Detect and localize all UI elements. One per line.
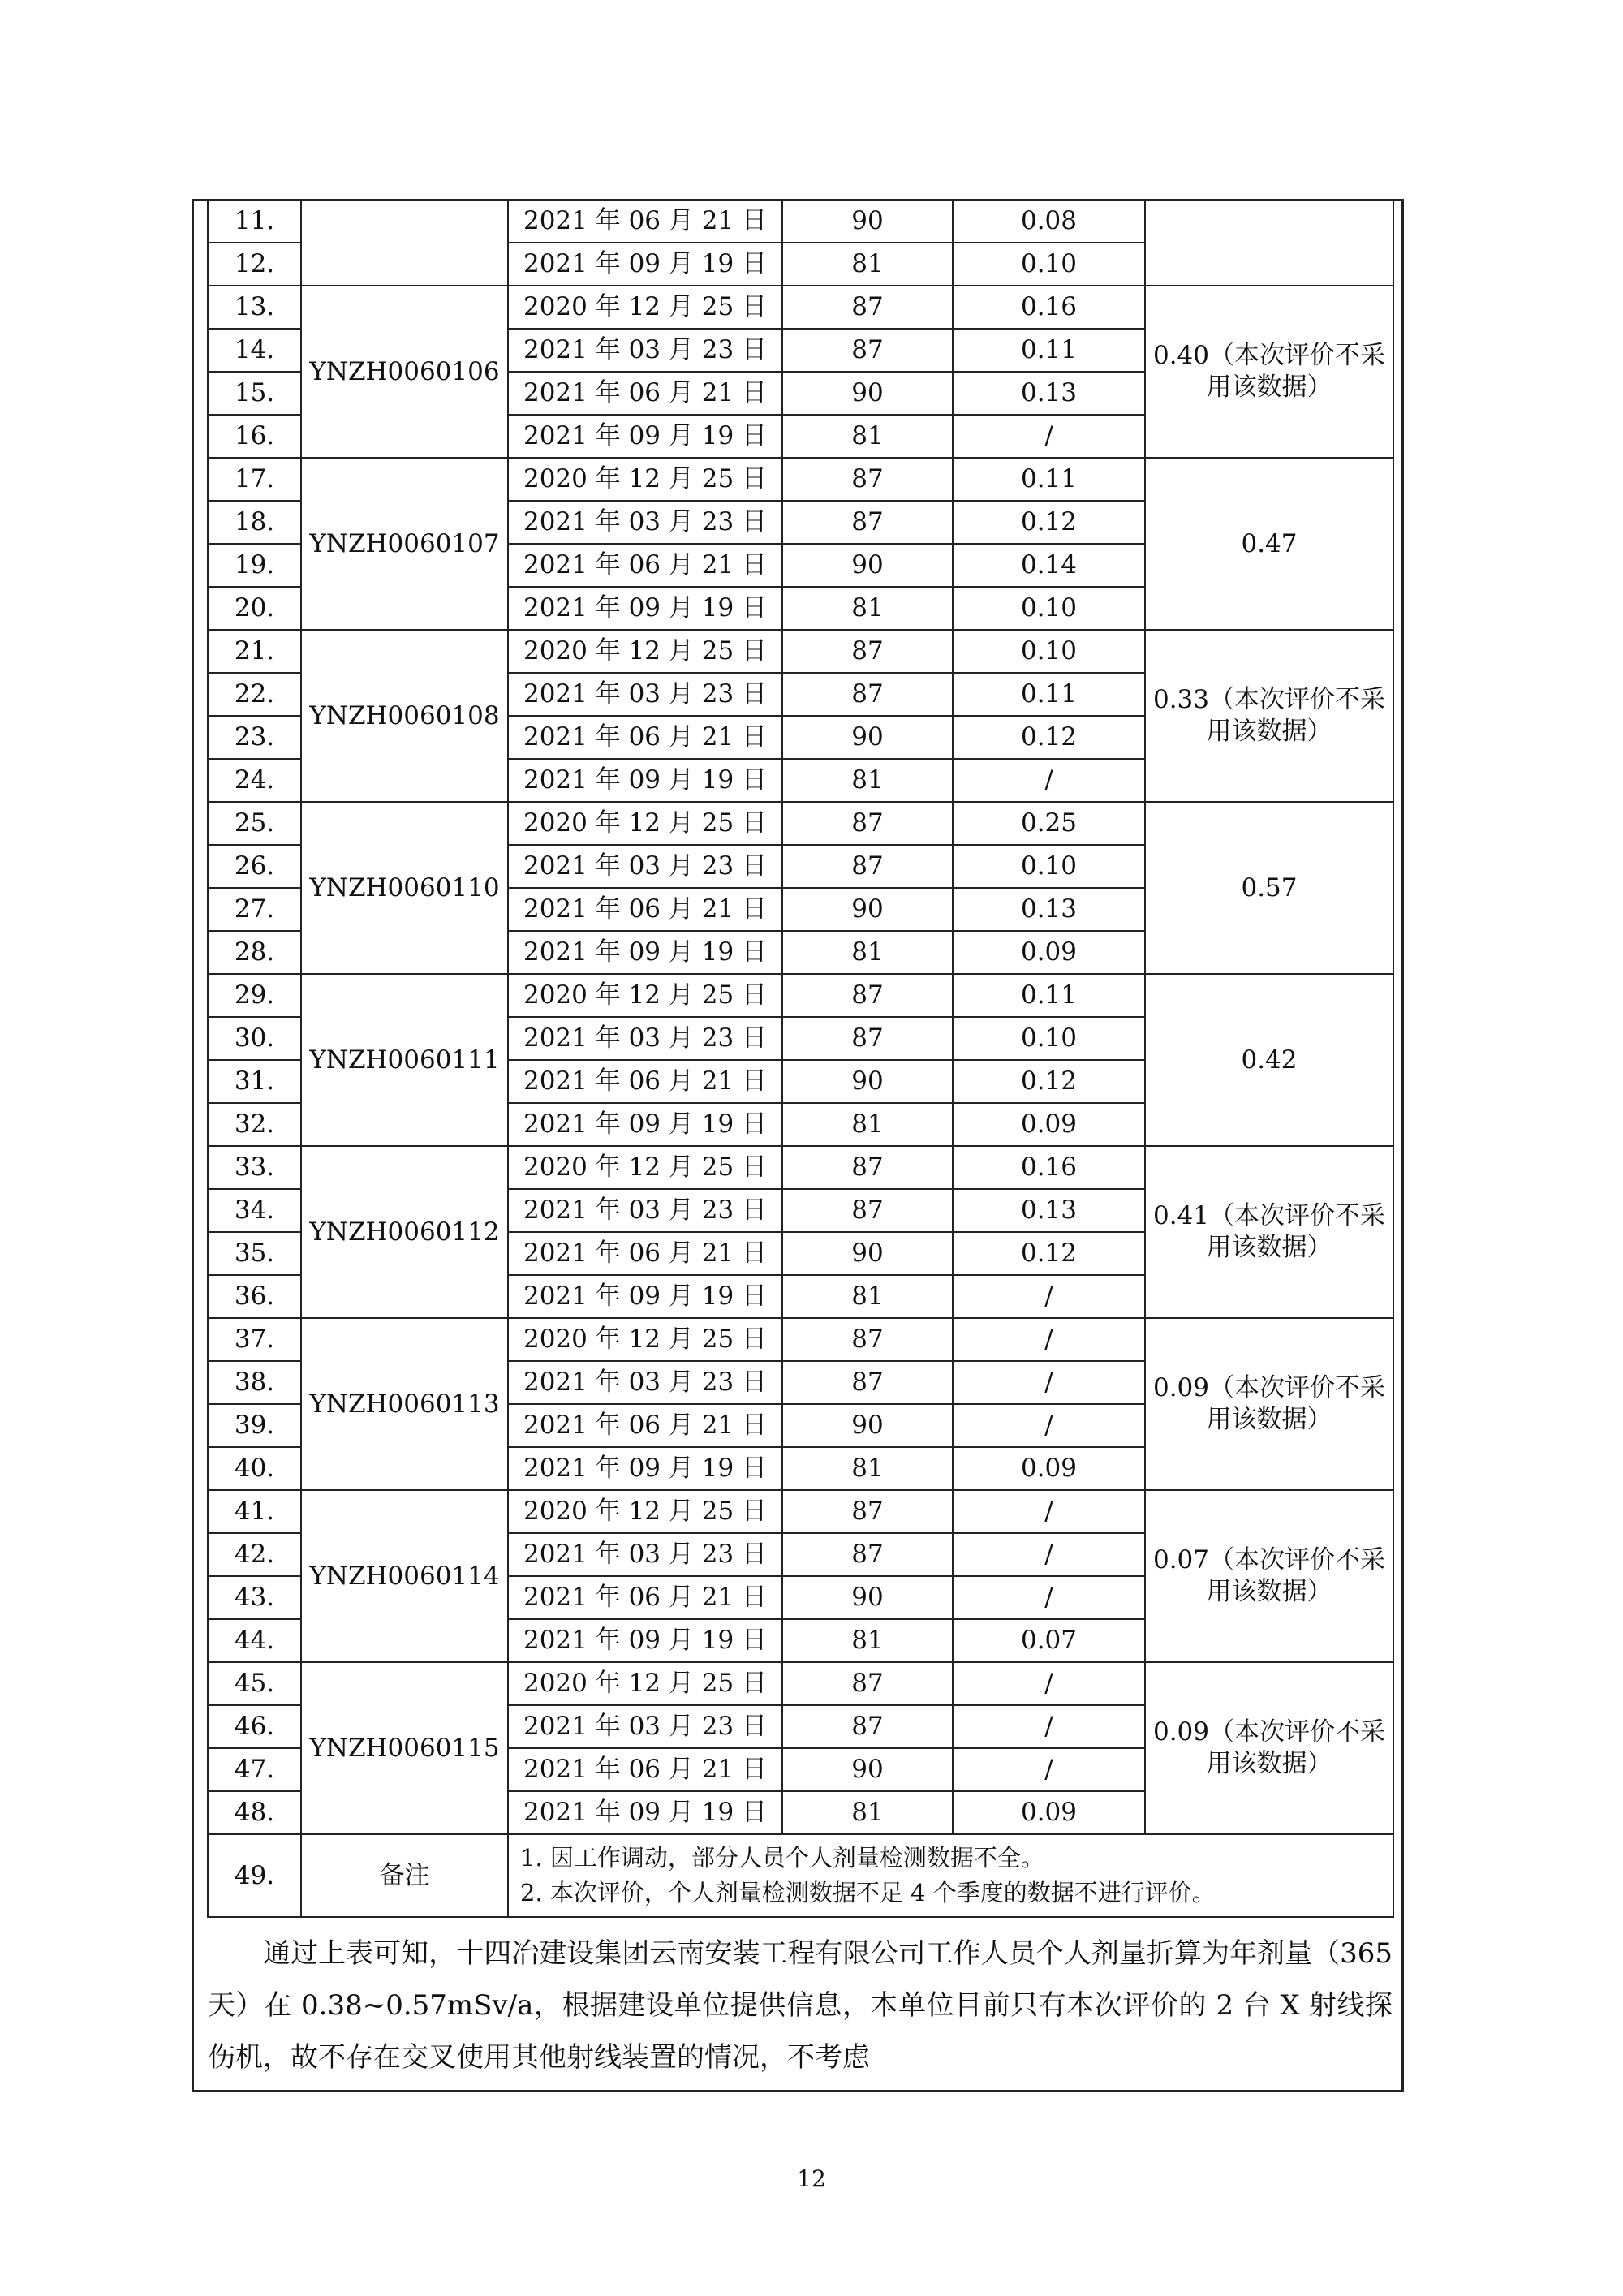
dosimeter-id-cell: YNZH0060108 xyxy=(301,630,508,802)
row-number-cell: 12. xyxy=(208,243,301,286)
date-cell: 2021 年 09 月 19 日 xyxy=(508,587,782,630)
dosimeter-id-cell: YNZH0060112 xyxy=(301,1146,508,1318)
dose-cell: 0.10 xyxy=(953,587,1145,630)
annual-dose-cell: 0.33（本次评价不采用该数据） xyxy=(1145,630,1393,802)
row-number-cell: 25. xyxy=(208,802,301,845)
row-number-cell: 47. xyxy=(208,1748,301,1791)
conclusion-paragraph: 通过上表可知，十四冶建设集团云南安装工程有限公司工作人员个人剂量折算为年剂量（365 天）在 0.38~0.57mSv/a，根据建设单位提供信息，本单位目前只有本次评价的 2 台 X 射线探伤机，故不存在交叉使用其他射线装置的情况，不考虑 xyxy=(208,1937,1393,2074)
row-number-cell: 27. xyxy=(208,888,301,931)
annual-dose-cell xyxy=(1145,200,1393,286)
dosimeter-id-cell: YNZH0060111 xyxy=(301,974,508,1146)
days-cell: 87 xyxy=(782,1533,953,1576)
annual-dose-cell: 0.41（本次评价不采用该数据） xyxy=(1145,1146,1393,1318)
days-cell: 90 xyxy=(782,1404,953,1447)
date-cell: 2021 年 06 月 21 日 xyxy=(508,200,782,243)
days-cell: 90 xyxy=(782,1060,953,1103)
dose-cell: 0.13 xyxy=(953,1189,1145,1232)
days-cell: 81 xyxy=(782,1103,953,1146)
date-cell: 2021 年 03 月 23 日 xyxy=(508,1533,782,1576)
date-cell: 2020 年 12 月 25 日 xyxy=(508,286,782,329)
dose-cell: 0.13 xyxy=(953,372,1145,415)
row-number-cell: 29. xyxy=(208,974,301,1017)
row-number-cell: 40. xyxy=(208,1447,301,1490)
days-cell: 87 xyxy=(782,501,953,544)
date-cell: 2020 年 12 月 25 日 xyxy=(508,974,782,1017)
date-cell: 2020 年 12 月 25 日 xyxy=(508,458,782,501)
table-row xyxy=(208,200,1393,243)
row-number-cell: 21. xyxy=(208,630,301,673)
dose-cell: / xyxy=(953,415,1145,458)
dose-cell: 0.11 xyxy=(953,458,1145,501)
days-cell: 87 xyxy=(782,1189,953,1232)
date-cell: 2021 年 09 月 19 日 xyxy=(508,1103,782,1146)
table-row xyxy=(208,974,1393,1017)
date-cell: 2020 年 12 月 25 日 xyxy=(508,1662,782,1705)
table-row xyxy=(208,802,1393,845)
date-cell: 2021 年 03 月 23 日 xyxy=(508,501,782,544)
row-number-cell: 19. xyxy=(208,544,301,587)
remark-text-cell xyxy=(508,1834,1393,1917)
days-cell: 81 xyxy=(782,931,953,974)
dose-table-body xyxy=(208,200,1393,1917)
row-number-cell: 33. xyxy=(208,1146,301,1189)
date-cell: 2021 年 09 月 19 日 xyxy=(508,1275,782,1318)
days-cell: 81 xyxy=(782,759,953,802)
row-number-cell: 22. xyxy=(208,673,301,716)
days-cell: 81 xyxy=(782,243,953,286)
dose-cell: 0.16 xyxy=(953,286,1145,329)
dose-cell: / xyxy=(953,1275,1145,1318)
table-row xyxy=(208,458,1393,501)
date-cell: 2021 年 06 月 21 日 xyxy=(508,716,782,759)
days-cell: 87 xyxy=(782,1361,953,1404)
days-cell: 87 xyxy=(782,974,953,1017)
annual-dose-cell: 0.42 xyxy=(1145,974,1393,1146)
days-cell: 87 xyxy=(782,1318,953,1361)
row-number-cell: 23. xyxy=(208,716,301,759)
dose-cell: 0.08 xyxy=(953,200,1145,243)
date-cell: 2020 年 12 月 25 日 xyxy=(508,1146,782,1189)
dose-cell: 0.12 xyxy=(953,716,1145,759)
dose-cell: / xyxy=(953,1748,1145,1791)
date-cell: 2021 年 09 月 19 日 xyxy=(508,243,782,286)
remark-label-cell: 备注 xyxy=(301,1834,508,1917)
row-number-cell: 32. xyxy=(208,1103,301,1146)
date-cell: 2021 年 06 月 21 日 xyxy=(508,1232,782,1275)
dosimeter-id-cell xyxy=(301,200,508,286)
row-number-cell: 38. xyxy=(208,1361,301,1404)
dose-cell: / xyxy=(953,1490,1145,1533)
row-number-cell: 39. xyxy=(208,1404,301,1447)
dose-cell: 0.10 xyxy=(953,845,1145,888)
dose-cell: / xyxy=(953,759,1145,802)
days-cell: 81 xyxy=(782,1619,953,1662)
dose-cell: / xyxy=(953,1361,1145,1404)
date-cell: 2021 年 03 月 23 日 xyxy=(508,329,782,372)
date-cell: 2021 年 06 月 21 日 xyxy=(508,372,782,415)
dose-cell: / xyxy=(953,1662,1145,1705)
days-cell: 87 xyxy=(782,286,953,329)
days-cell: 87 xyxy=(782,1705,953,1748)
days-cell: 90 xyxy=(782,372,953,415)
days-cell: 87 xyxy=(782,802,953,845)
table-row xyxy=(208,286,1393,329)
row-number-cell: 24. xyxy=(208,759,301,802)
row-number-cell: 30. xyxy=(208,1017,301,1060)
days-cell: 87 xyxy=(782,329,953,372)
dose-cell: 0.12 xyxy=(953,501,1145,544)
page-number: 12 xyxy=(797,2165,826,2192)
dose-cell: 0.10 xyxy=(953,243,1145,286)
dose-cell: 0.13 xyxy=(953,888,1145,931)
row-number-cell: 45. xyxy=(208,1662,301,1705)
table-row xyxy=(208,1662,1393,1705)
dosimeter-id-cell: YNZH0060114 xyxy=(301,1490,508,1662)
date-cell: 2020 年 12 月 25 日 xyxy=(508,1318,782,1361)
dosimeter-id-cell: YNZH0060115 xyxy=(301,1662,508,1834)
days-cell: 90 xyxy=(782,1576,953,1619)
days-cell: 90 xyxy=(782,1748,953,1791)
date-cell: 2020 年 12 月 25 日 xyxy=(508,630,782,673)
dose-table xyxy=(207,199,1394,1918)
table-row xyxy=(208,630,1393,673)
days-cell: 90 xyxy=(782,544,953,587)
row-number-cell: 18. xyxy=(208,501,301,544)
dose-cell: 0.16 xyxy=(953,1146,1145,1189)
dose-cell: 0.11 xyxy=(953,673,1145,716)
dose-cell: / xyxy=(953,1533,1145,1576)
date-cell: 2021 年 06 月 21 日 xyxy=(508,1748,782,1791)
annual-dose-cell: 0.40（本次评价不采用该数据） xyxy=(1145,286,1393,458)
date-cell: 2021 年 09 月 19 日 xyxy=(508,759,782,802)
date-cell: 2021 年 09 月 19 日 xyxy=(508,1619,782,1662)
dose-cell: 0.12 xyxy=(953,1060,1145,1103)
dose-cell: 0.07 xyxy=(953,1619,1145,1662)
date-cell: 2021 年 09 月 19 日 xyxy=(508,931,782,974)
annual-dose-cell: 0.07（本次评价不采用该数据） xyxy=(1145,1490,1393,1662)
row-number-cell: 15. xyxy=(208,372,301,415)
days-cell: 81 xyxy=(782,587,953,630)
row-number-cell: 34. xyxy=(208,1189,301,1232)
row-number-cell: 20. xyxy=(208,587,301,630)
date-cell: 2021 年 03 月 23 日 xyxy=(508,1361,782,1404)
row-number-cell: 46. xyxy=(208,1705,301,1748)
row-number-cell: 49. xyxy=(208,1834,301,1917)
date-cell: 2021 年 03 月 23 日 xyxy=(508,1017,782,1060)
table-row xyxy=(208,1146,1393,1189)
row-number-cell: 35. xyxy=(208,1232,301,1275)
date-cell: 2021 年 09 月 19 日 xyxy=(508,1791,782,1834)
table-row xyxy=(208,1318,1393,1361)
date-cell: 2021 年 06 月 21 日 xyxy=(508,888,782,931)
date-cell: 2021 年 09 月 19 日 xyxy=(508,1447,782,1490)
row-number-cell: 43. xyxy=(208,1576,301,1619)
annual-dose-cell: 0.47 xyxy=(1145,458,1393,630)
dose-cell: 0.09 xyxy=(953,1447,1145,1490)
days-cell: 87 xyxy=(782,673,953,716)
dose-cell: 0.09 xyxy=(953,1791,1145,1834)
row-number-cell: 16. xyxy=(208,415,301,458)
days-cell: 87 xyxy=(782,1490,953,1533)
dosimeter-id-cell: YNZH0060107 xyxy=(301,458,508,630)
row-number-cell: 28. xyxy=(208,931,301,974)
date-cell: 2021 年 03 月 23 日 xyxy=(508,1705,782,1748)
dose-cell: / xyxy=(953,1705,1145,1748)
date-cell: 2021 年 06 月 21 日 xyxy=(508,1060,782,1103)
dosimeter-id-cell: YNZH0060106 xyxy=(301,286,508,458)
date-cell: 2021 年 03 月 23 日 xyxy=(508,673,782,716)
row-number-cell: 14. xyxy=(208,329,301,372)
date-cell: 2021 年 03 月 23 日 xyxy=(508,845,782,888)
remark-line: 1. 因工作调动，部分人员个人剂量检测数据不全。 xyxy=(520,1843,1044,1872)
dose-cell: 0.10 xyxy=(953,630,1145,673)
days-cell: 90 xyxy=(782,1232,953,1275)
annual-dose-cell: 0.09（本次评价不采用该数据） xyxy=(1145,1662,1393,1834)
days-cell: 90 xyxy=(782,716,953,759)
days-cell: 87 xyxy=(782,630,953,673)
dose-cell: 0.11 xyxy=(953,974,1145,1017)
dose-cell: 0.12 xyxy=(953,1232,1145,1275)
dose-cell: / xyxy=(953,1404,1145,1447)
days-cell: 81 xyxy=(782,415,953,458)
row-number-cell: 17. xyxy=(208,458,301,501)
date-cell: 2020 年 12 月 25 日 xyxy=(508,802,782,845)
dose-cell: 0.25 xyxy=(953,802,1145,845)
row-number-cell: 13. xyxy=(208,286,301,329)
days-cell: 81 xyxy=(782,1791,953,1834)
date-cell: 2021 年 06 月 21 日 xyxy=(508,1404,782,1447)
days-cell: 87 xyxy=(782,1146,953,1189)
days-cell: 90 xyxy=(782,200,953,243)
days-cell: 87 xyxy=(782,845,953,888)
days-cell: 87 xyxy=(782,1017,953,1060)
row-number-cell: 31. xyxy=(208,1060,301,1103)
row-number-cell: 37. xyxy=(208,1318,301,1361)
date-cell: 2021 年 09 月 19 日 xyxy=(508,415,782,458)
row-number-cell: 48. xyxy=(208,1791,301,1834)
date-cell: 2021 年 03 月 23 日 xyxy=(508,1189,782,1232)
days-cell: 87 xyxy=(782,458,953,501)
days-cell: 90 xyxy=(782,888,953,931)
row-number-cell: 11. xyxy=(208,200,301,243)
dosimeter-id-cell: YNZH0060110 xyxy=(301,802,508,974)
date-cell: 2021 年 06 月 21 日 xyxy=(508,544,782,587)
date-cell: 2020 年 12 月 25 日 xyxy=(508,1490,782,1533)
row-number-cell: 44. xyxy=(208,1619,301,1662)
row-number-cell: 41. xyxy=(208,1490,301,1533)
dose-cell: 0.14 xyxy=(953,544,1145,587)
remark-line: 2. 本次评价，个人剂量检测数据不足 4 个季度的数据不进行评价。 xyxy=(520,1879,1216,1906)
remark-row xyxy=(208,1834,1393,1917)
dose-cell: 0.11 xyxy=(953,329,1145,372)
dose-cell: 0.09 xyxy=(953,931,1145,974)
days-cell: 81 xyxy=(782,1275,953,1318)
annual-dose-cell: 0.57 xyxy=(1145,802,1393,974)
days-cell: 81 xyxy=(782,1447,953,1490)
row-number-cell: 26. xyxy=(208,845,301,888)
date-cell: 2021 年 06 月 21 日 xyxy=(508,1576,782,1619)
dose-cell: / xyxy=(953,1576,1145,1619)
row-number-cell: 42. xyxy=(208,1533,301,1576)
table-row xyxy=(208,1490,1393,1533)
days-cell: 87 xyxy=(782,1662,953,1705)
annual-dose-cell: 0.09（本次评价不采用该数据） xyxy=(1145,1318,1393,1490)
dose-cell: 0.10 xyxy=(953,1017,1145,1060)
dose-cell: 0.09 xyxy=(953,1103,1145,1146)
dose-cell: / xyxy=(953,1318,1145,1361)
row-number-cell: 36. xyxy=(208,1275,301,1318)
dosimeter-id-cell: YNZH0060113 xyxy=(301,1318,508,1490)
